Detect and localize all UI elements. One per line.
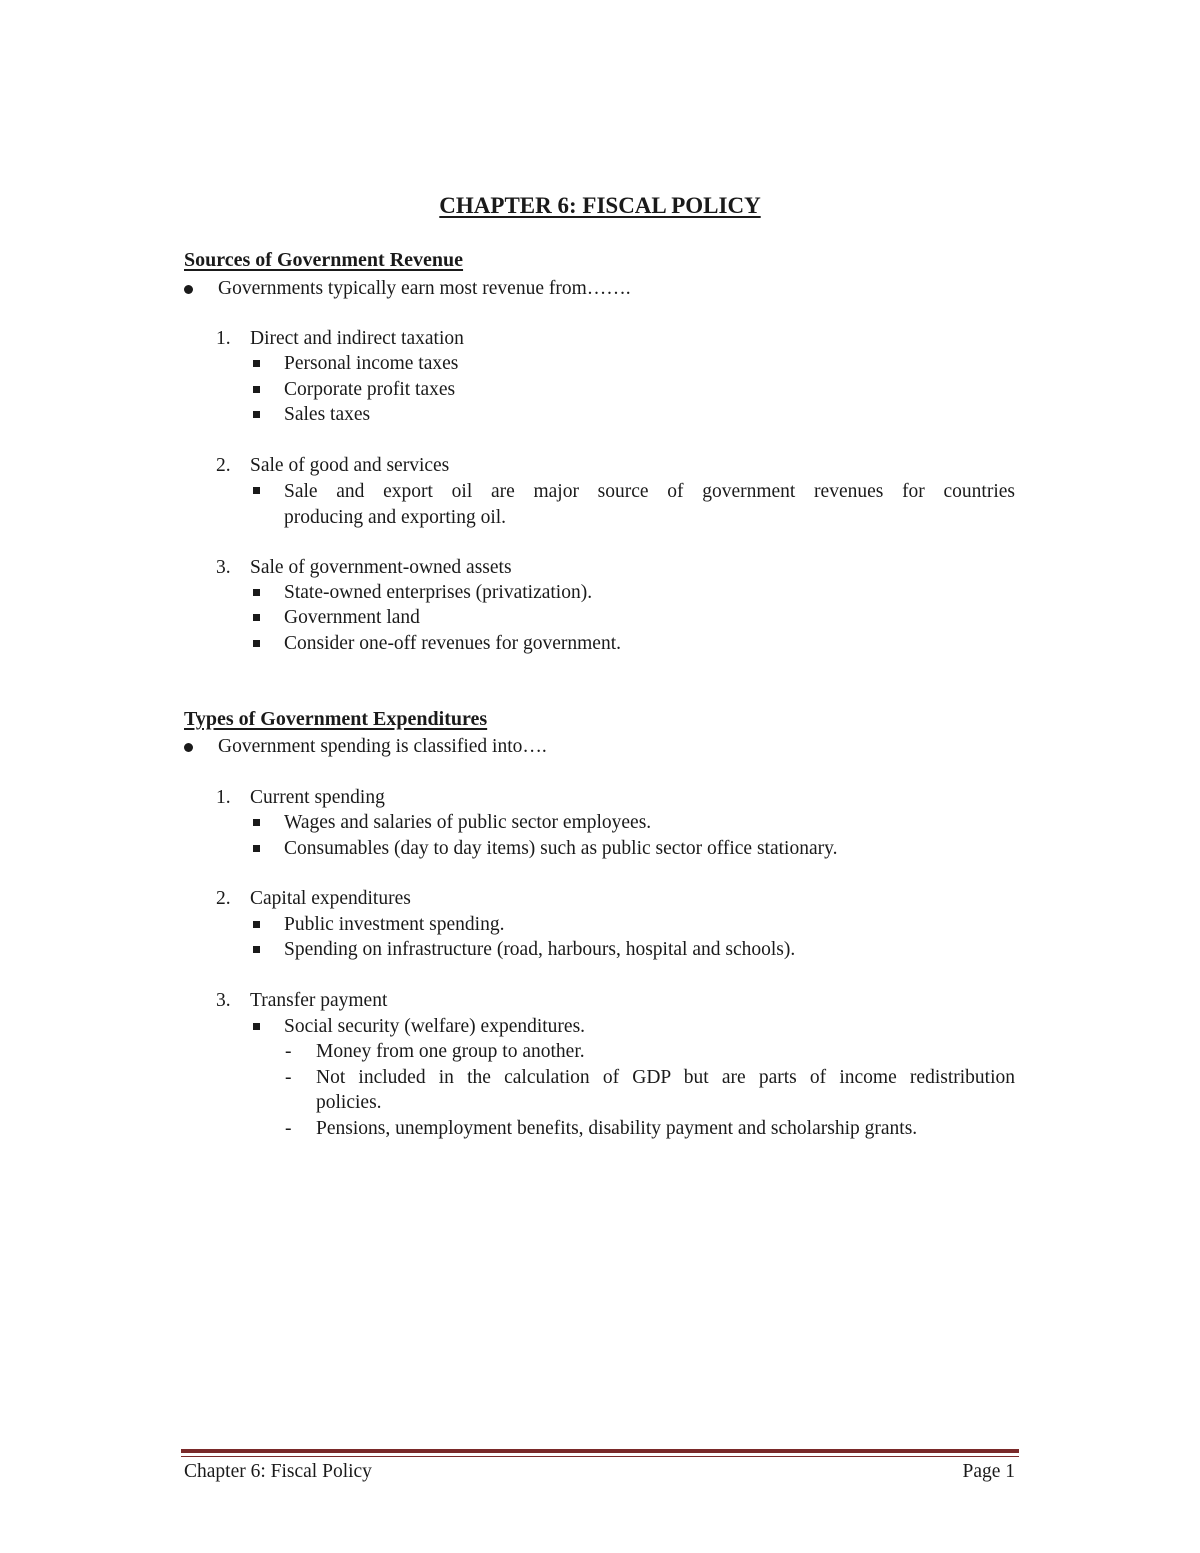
square-bullet-icon bbox=[253, 946, 260, 953]
footer-chapter-title: Chapter 6: Fiscal Policy bbox=[184, 1461, 372, 1482]
square-bullet-icon bbox=[253, 819, 260, 826]
list-item-label: Direct and indirect taxation bbox=[250, 328, 464, 349]
footer-rule-thin bbox=[181, 1456, 1019, 1457]
footer-rule bbox=[181, 1449, 1019, 1453]
section-intro-expenditures: Government spending is classified into…. bbox=[218, 736, 547, 757]
list-subitem: Social security (welfare) expenditures. bbox=[284, 1016, 586, 1037]
dash-marker: - bbox=[285, 1118, 292, 1139]
square-bullet-icon bbox=[253, 921, 260, 928]
dash-marker: - bbox=[285, 1041, 292, 1062]
list-number: 3. bbox=[216, 990, 231, 1011]
square-bullet-icon bbox=[253, 589, 260, 596]
square-bullet-icon bbox=[253, 411, 260, 418]
section-heading-revenue: Sources of Government Revenue bbox=[184, 249, 464, 271]
section-heading-expenditures: Types of Government Expenditures bbox=[184, 708, 488, 730]
list-number: 1. bbox=[216, 787, 231, 808]
list-subitem-wrapped-line1: Sale and export oil are major source of government revenues for countries bbox=[284, 481, 1015, 502]
list-subitem: Consumables (day to day items) such as public sector office stationary. bbox=[284, 838, 838, 859]
list-number: 2. bbox=[216, 888, 231, 909]
list-item-label: Sale of good and services bbox=[250, 455, 450, 476]
list-subitem: Spending on infrastructure (road, harbours, hospital and schools). bbox=[284, 939, 796, 960]
list-item-label: Current spending bbox=[250, 787, 385, 808]
dash-item-continued: policies. bbox=[316, 1092, 382, 1113]
square-bullet-icon bbox=[253, 487, 260, 494]
square-bullet-icon bbox=[253, 360, 260, 367]
list-subitem-wrapped-line2: producing and exporting oil. bbox=[284, 507, 507, 528]
square-bullet-icon bbox=[253, 1023, 260, 1030]
footer-page-number: Page 1 bbox=[962, 1461, 1015, 1482]
list-subitem: Consider one-off revenues for government. bbox=[284, 633, 621, 654]
dash-item: Not included in the calculation of GDP but are parts of income redistribution bbox=[316, 1067, 1015, 1088]
dash-marker: - bbox=[285, 1067, 292, 1088]
page-title: CHAPTER 6: FISCAL POLICY bbox=[439, 193, 761, 218]
list-subitem: Wages and salaries of public sector employees. bbox=[284, 812, 652, 833]
list-subitem: Sales taxes bbox=[284, 404, 371, 425]
list-item-label: Sale of government-owned assets bbox=[250, 557, 512, 578]
list-number: 1. bbox=[216, 328, 231, 349]
list-item-label: Capital expenditures bbox=[250, 888, 411, 909]
section-intro-revenue: Governments typically earn most revenue from……. bbox=[218, 278, 631, 299]
bullet-dot-icon bbox=[184, 743, 193, 752]
list-subitem: Personal income taxes bbox=[284, 353, 459, 374]
dash-item: Pensions, unemployment benefits, disability payment and scholarship grants. bbox=[316, 1118, 918, 1139]
list-item-label: Transfer payment bbox=[250, 990, 388, 1011]
dash-item: Money from one group to another. bbox=[316, 1041, 585, 1062]
list-subitem: State-owned enterprises (privatization). bbox=[284, 582, 593, 603]
bullet-dot-icon bbox=[184, 285, 193, 294]
square-bullet-icon bbox=[253, 386, 260, 393]
square-bullet-icon bbox=[253, 845, 260, 852]
list-subitem: Corporate profit taxes bbox=[284, 379, 456, 400]
square-bullet-icon bbox=[253, 640, 260, 647]
list-subitem: Government land bbox=[284, 607, 420, 628]
list-number: 3. bbox=[216, 557, 231, 578]
square-bullet-icon bbox=[253, 614, 260, 621]
list-subitem: Public investment spending. bbox=[284, 914, 505, 935]
list-number: 2. bbox=[216, 455, 231, 476]
